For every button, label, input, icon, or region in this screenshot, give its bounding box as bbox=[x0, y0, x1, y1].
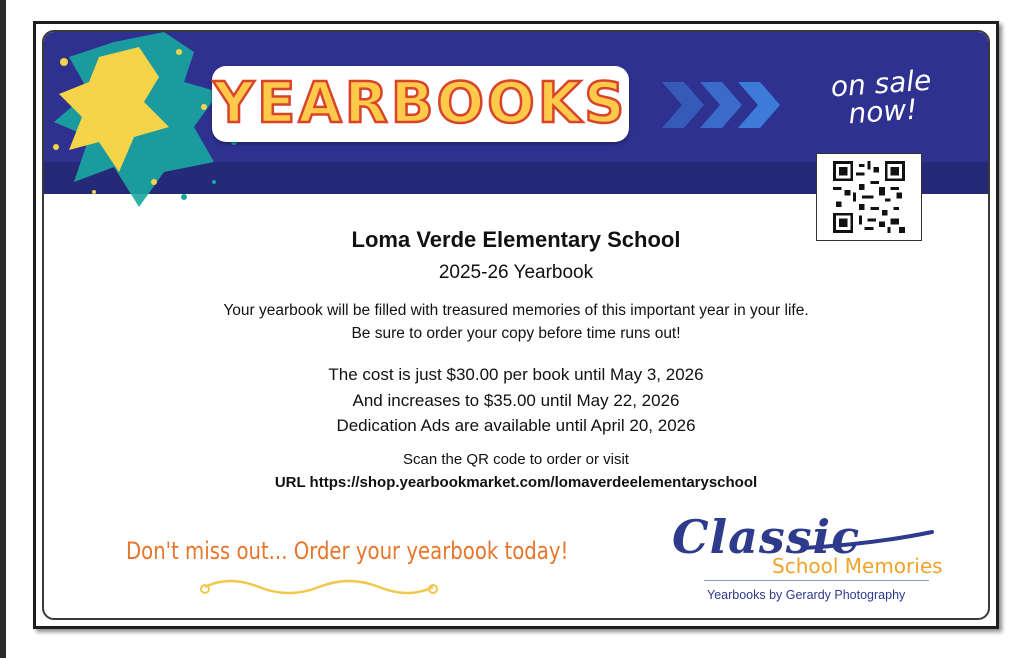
price-line-2: And increases to $35.00 until May 22, 2026 bbox=[352, 391, 680, 410]
squiggle-decoration bbox=[199, 575, 439, 599]
on-sale-tag bbox=[820, 63, 944, 131]
description-line-2: Be sure to order your copy before time runs out! bbox=[351, 325, 681, 342]
call-to-action: Don't miss out... Order your yearbook today! bbox=[126, 537, 569, 565]
logo-divider bbox=[704, 580, 929, 581]
yearbook-year: 2025-26 Yearbook bbox=[438, 262, 594, 283]
price-line-1: The cost is just $30.00 per book until May 3, 2026 bbox=[328, 365, 704, 384]
page-left-rule bbox=[0, 0, 6, 658]
yearbook-flyer bbox=[33, 21, 999, 629]
description-line-1: Your yearbook will be filled with treasured memories of this important year in your life. bbox=[223, 302, 809, 319]
yearbooks-title: YEARBOOKS bbox=[213, 71, 628, 136]
sale-line-1: on sale bbox=[829, 63, 933, 104]
logo-tagline: Yearbooks by Gerardy Photography bbox=[707, 588, 906, 602]
chevron-arrows-icon bbox=[662, 82, 787, 128]
price-line-3: Dedication Ads are available until April 20, 2026 bbox=[336, 416, 696, 435]
school-name: Loma Verde Elementary School bbox=[351, 227, 681, 252]
flyer-card bbox=[42, 30, 990, 620]
logo-subtitle: School Memories bbox=[772, 554, 943, 578]
logo-swoosh-icon bbox=[684, 514, 934, 554]
sale-line-2: now! bbox=[847, 92, 919, 131]
qr-code-icon bbox=[833, 161, 905, 233]
order-url[interactable]: URL https://shop.yearbookmarket.com/lomaverdeelementaryschool bbox=[274, 474, 758, 491]
scan-instruction: Scan the QR code to order or visit bbox=[403, 451, 629, 468]
logo-script-text: Classic bbox=[672, 510, 861, 564]
